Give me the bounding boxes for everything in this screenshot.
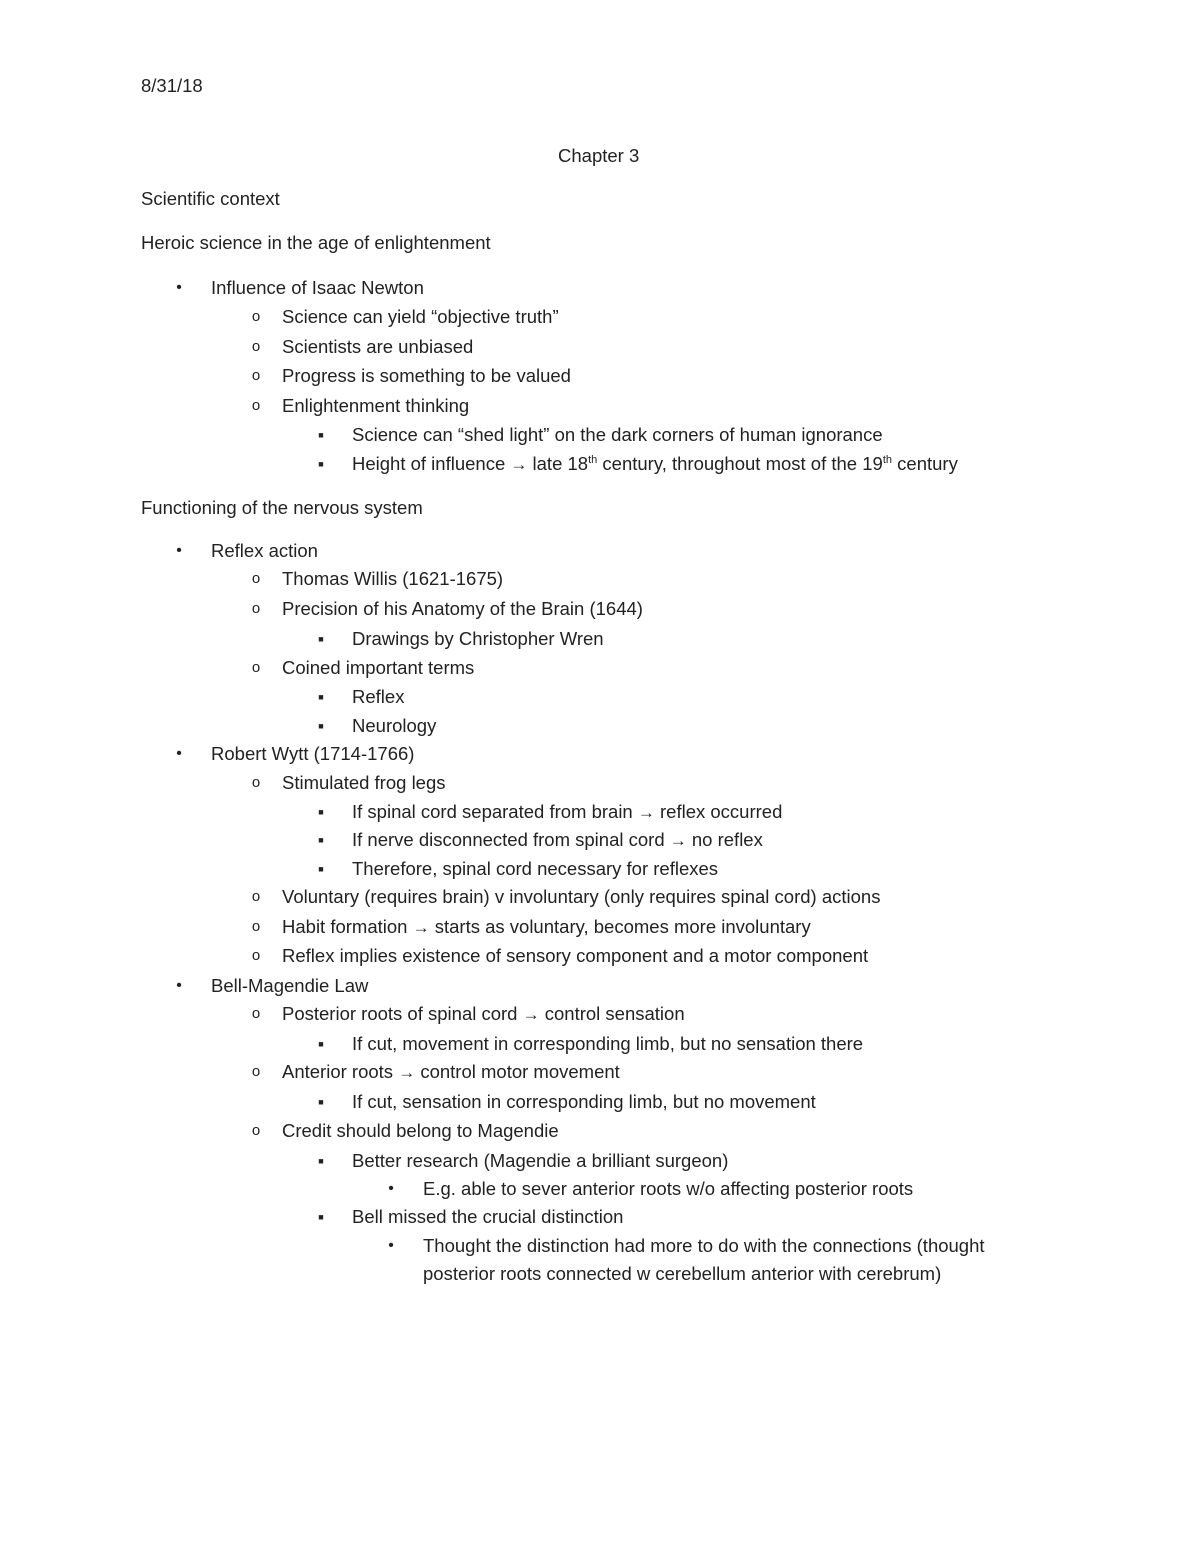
- bullet-circle: o: [251, 600, 261, 617]
- bullet-square: ■: [318, 692, 324, 702]
- list-item: Credit should belong to Magendie: [282, 1120, 559, 1141]
- bullet-square: ■: [318, 1039, 324, 1049]
- newton-heading: Influence of Isaac Newton: [211, 277, 424, 298]
- bullet-circle: o: [251, 1122, 261, 1139]
- bullet-circle: o: [251, 888, 261, 905]
- bullet-circle: o: [251, 659, 261, 676]
- list-item: If nerve disconnected from spinal cord → no reflex: [352, 829, 763, 850]
- list-item: Anterior roots → control motor movement: [282, 1061, 620, 1082]
- bullet-circle: o: [251, 1063, 261, 1080]
- list-item: Height of influence → late 18th century, throughout most of the 19th century: [352, 453, 958, 474]
- reflex-heading: Reflex action: [211, 540, 318, 561]
- bullet-square: ■: [318, 634, 324, 644]
- section-heroic-science: Heroic science in the age of enlightenment: [141, 232, 491, 253]
- list-item: Enlightenment thinking: [282, 395, 470, 416]
- bullet-square: ■: [318, 1156, 324, 1166]
- bullet-square: ■: [318, 459, 324, 469]
- chapter-title: Chapter 3: [558, 145, 640, 166]
- list-item: Thomas Willis (1621-1675): [282, 568, 504, 589]
- list-item: Science can “shed light” on the dark corners of human ignorance: [352, 424, 883, 445]
- bullet-disc: •: [176, 745, 182, 762]
- bullet-circle: o: [251, 947, 261, 964]
- arrow-icon: →: [510, 455, 528, 474]
- list-item: Science can yield “objective truth”: [282, 306, 559, 327]
- list-item: Voluntary (requires brain) v involuntary (only requires spinal cord) actions: [282, 886, 881, 907]
- whytt-heading: Robert Wytt (1714-1766): [211, 743, 415, 764]
- bullet-circle: o: [251, 338, 261, 355]
- list-item: Reflex implies existence of sensory component and a motor component: [282, 945, 869, 966]
- bullet-circle: o: [251, 308, 261, 325]
- list-item: Scientists are unbiased: [282, 336, 474, 357]
- bullet-circle: o: [251, 1005, 261, 1022]
- section-nervous-system: Functioning of the nervous system: [141, 497, 423, 518]
- bullet-circle: o: [251, 918, 261, 935]
- list-item: Habit formation → starts as voluntary, becomes more involuntary: [282, 916, 811, 937]
- bullet-square: ■: [318, 807, 324, 817]
- list-item: If cut, sensation in corresponding limb, but no movement: [352, 1091, 816, 1112]
- list-item: E.g. able to sever anterior roots w/o affecting posterior roots: [423, 1178, 914, 1199]
- list-item: Drawings by Christopher Wren: [352, 628, 604, 649]
- arrow-icon: →: [637, 803, 655, 822]
- bullet-circle: o: [251, 397, 261, 414]
- list-item: Bell missed the crucial distinction: [352, 1206, 624, 1227]
- arrow-icon: →: [522, 1005, 540, 1024]
- bullet-circle: o: [251, 774, 261, 791]
- list-item: If cut, movement in corresponding limb, but no sensation there: [352, 1033, 864, 1054]
- list-item: Reflex: [352, 686, 405, 707]
- bullet-disc: •: [176, 977, 182, 994]
- bell-heading: Bell-Magendie Law: [211, 975, 369, 996]
- bullet-disc: •: [388, 1237, 394, 1254]
- list-item: Precision of his Anatomy of the Brain (1644): [282, 598, 643, 619]
- list-item: Neurology: [352, 715, 437, 736]
- section-scientific-context: Scientific context: [141, 188, 280, 209]
- bullet-disc: •: [176, 542, 182, 559]
- list-item: Progress is something to be valued: [282, 365, 571, 386]
- list-item: Coined important terms: [282, 657, 475, 678]
- list-item: Thought the distinction had more to do with the connections (thought: [423, 1235, 985, 1256]
- list-item: Therefore, spinal cord necessary for reflexes: [352, 858, 719, 879]
- bullet-square: ■: [318, 1212, 324, 1222]
- date-heading: 8/31/18: [141, 75, 203, 96]
- list-item: Posterior roots of spinal cord → control sensation: [282, 1003, 685, 1024]
- bullet-square: ■: [318, 721, 324, 731]
- bullet-square: ■: [318, 835, 324, 845]
- bullet-disc: •: [176, 279, 182, 296]
- bullet-circle: o: [251, 367, 261, 384]
- bullet-square: ■: [318, 1097, 324, 1107]
- arrow-icon: →: [412, 918, 430, 937]
- arrow-icon: →: [669, 831, 687, 850]
- bullet-square: ■: [318, 864, 324, 874]
- list-item: Stimulated frog legs: [282, 772, 446, 793]
- bullet-circle: o: [251, 570, 261, 587]
- bullet-disc: •: [388, 1180, 394, 1197]
- list-item-continuation: posterior roots connected w cerebellum anterior with cerebrum): [423, 1263, 942, 1284]
- list-item: Better research (Magendie a brilliant surgeon): [352, 1150, 729, 1171]
- arrow-icon: →: [398, 1063, 416, 1082]
- bullet-square: ■: [318, 430, 324, 440]
- list-item: If spinal cord separated from brain → reflex occurred: [352, 801, 783, 822]
